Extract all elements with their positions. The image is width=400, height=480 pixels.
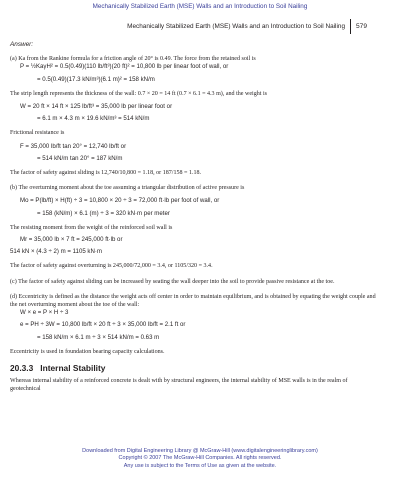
top-banner: Mechanically Stabilized Earth (MSE) Walls and an Introduction to Soil Nailing <box>92 3 308 10</box>
answer-label: Answer: <box>10 41 34 48</box>
footer-terms-link[interactable]: Any use is subject to the Terms of Use as given at the website. <box>123 462 277 469</box>
equation-f2: = 514 kN/m tan 20° = 187 kN/m <box>37 154 123 162</box>
paragraph-resisting: The resisting moment from the weight of the reinforced soil wall is <box>10 224 173 231</box>
paragraph-eccentricity-note: Eccentricity is used in foundation bearing capacity calculations. <box>10 348 165 355</box>
footer-copyright: Copyright © 2007 The McGraw-Hill Companies. All rights reserved. <box>118 455 282 462</box>
equation-p1: P = ½KaγH² = 0.5(0.49)(110 lb/ft³)(20 ft)² = 10,800 lb per linear foot of wall, or <box>20 63 229 71</box>
header-rule <box>350 19 351 34</box>
section-number: 20.3.3 <box>10 363 34 374</box>
equation-mo2: = 158 (kN/m) × 6.1 (m) ÷ 3 = 320 kN·m per meter <box>37 209 170 217</box>
paragraph-frictional: Frictional resistance is <box>10 130 65 137</box>
equation-e1: W × e = P × H ÷ 3 <box>20 309 69 317</box>
equation-w1: W = 20 ft × 14 ft × 125 lb/ft³ = 35,000 lb per linear foot or <box>20 103 173 111</box>
running-head: Mechanically Stabilized Earth (MSE) Walls and an Introduction to Soil Nailing <box>127 23 345 30</box>
paragraph-internal-intro: Whereas internal stability of a reinforced concrete is dealt with by structural engineers, the internal stability of MSE walls is in the realm of geotechnical <box>10 378 348 393</box>
paragraph-fs-sliding: The factor of safety against sliding is 12,740/10,800 = 1.18, or 187/158 = 1.18. <box>10 170 202 177</box>
equation-e3: = 158 kN/m × 6.1 m ÷ 3 × 514 kN/m = 0.63 m <box>37 333 160 341</box>
paragraph-b-intro: (b) The overturning moment about the toe assuming a triangular distribution of active pressure is <box>10 185 245 192</box>
paragraph-a-intro: (a) Ka from the Rankine formula for a friction angle of 20° is 0.49. The force from the retained soil is <box>10 56 256 63</box>
paragraph-d: (d) Eccentricity is defined as the distance the weight acts off center in order to maintain equilibrium, and is obtained by equating the weight couple and the net overturning moment about the toe of the wall: <box>10 293 376 309</box>
page-body <box>10 41 378 393</box>
equation-mr1: Mr = 35,000 lb × 7 ft = 245,000 ft·lb or <box>20 236 123 244</box>
footer-download-link[interactable]: Downloaded from Digital Engineering Library @ McGraw-Hill (www.digitalengineeringlibrary.com) <box>82 448 318 454</box>
paragraph-fs-overturning: The factor of safety against overturning is 245,000/72,000 = 3.4, or 1105/320 = 3.4. <box>10 263 213 270</box>
paragraph-c: (c) The factor of safety against sliding can be increased by seating the wall deeper into the soil to provide passive resistance at the toe. <box>10 278 335 285</box>
equation-mo1: Mo = P(lb/ft) × H(ft) ÷ 3 = 10,800 × 20 ÷ 3 = 72,000 ft·lb per foot of wall, or <box>20 197 220 205</box>
page-number: 579 <box>356 23 368 30</box>
equation-e2: e = PH ÷ 3W = 10,800 lb/ft × 20 ft ÷ 3 × 35,000 lb/ft = 2.1 ft or <box>20 321 186 329</box>
equation-w2: = 6.1 m × 4.3 m × 19.6 kN/m³ = 514 kN/m <box>37 115 150 123</box>
section-title: Internal Stability <box>40 363 106 374</box>
paragraph-strip: The strip length represents the thickness of the wall: 0.7 × 20 = 14 ft (0.7 × 6.1 = 4.3 m), and the weight is <box>10 90 267 97</box>
equation-f1: F = 35,000 lb/ft tan 20° = 12,740 lb/ft or <box>20 142 127 150</box>
section-heading <box>10 363 378 373</box>
equation-mr2: 514 kN × (4.3 ÷ 2) m = 1105 kN·m <box>10 248 102 256</box>
footer <box>0 448 400 470</box>
equation-p2: = 0.5(0.49)(17.3 kN/m³)(6.1 m)² = 158 kN/m <box>37 75 155 83</box>
